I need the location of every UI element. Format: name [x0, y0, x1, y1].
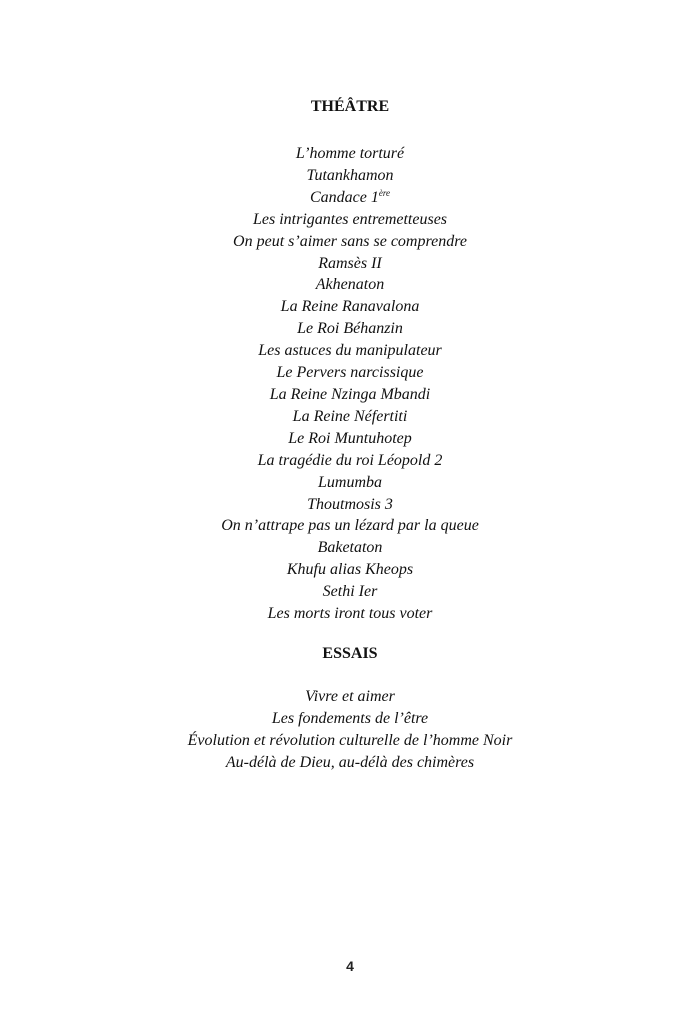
list-item: La tragédie du roi Léopold 2 [257, 451, 443, 469]
list-item: Le Roi Béhanzin [297, 320, 403, 338]
superscript: ère [378, 187, 391, 198]
list-item: Tutankhamon [306, 166, 394, 184]
page-number: 4 [346, 958, 354, 974]
theatre-list [0, 143, 700, 625]
list-item: L’homme torturé [295, 145, 405, 162]
list-item: Lumumba [317, 473, 382, 491]
list-item: Baketaton [317, 539, 383, 557]
list-item: La Reine Néfertiti [292, 407, 408, 425]
list-item: Vivre et aimer [305, 688, 395, 705]
list-item: Les astuces du manipulateur [258, 342, 442, 360]
list-item: Thoutmosis 3 [307, 495, 393, 513]
theatre-heading: THÉÂTRE [310, 98, 390, 115]
list-item: Les morts iront tous voter [267, 605, 433, 623]
list-item: Évolution et révolution culturelle de l’homme Noir [187, 731, 513, 749]
list-item: Akhenaton [315, 276, 385, 294]
list-item: La Reine Nzinga Mbandi [269, 385, 431, 403]
list-item: On peut s’aimer sans se comprendre [233, 232, 467, 250]
list-item: Le Pervers narcissique [276, 364, 424, 382]
list-item: La Reine Ranavalona [280, 298, 420, 316]
list-item: Au-délà de Dieu, au-délà des chimères [225, 753, 475, 771]
list-item: Le Roi Muntuhotep [288, 429, 412, 447]
list-item [0, 187, 700, 209]
essais-heading: ESSAIS [322, 645, 378, 662]
list-item: On n’attrape pas un lézard par la queue [221, 517, 479, 535]
list-item: Khufu alias Kheops [286, 561, 414, 579]
list-item: Sethi Ier [322, 583, 378, 601]
list-item: Les intrigantes entremetteuses [252, 210, 448, 228]
list-item: Les fondements de l’être [271, 709, 429, 727]
list-item-text: Candace 1 [309, 188, 379, 206]
essais-list [0, 686, 700, 774]
list-item: Ramsès II [318, 254, 382, 272]
